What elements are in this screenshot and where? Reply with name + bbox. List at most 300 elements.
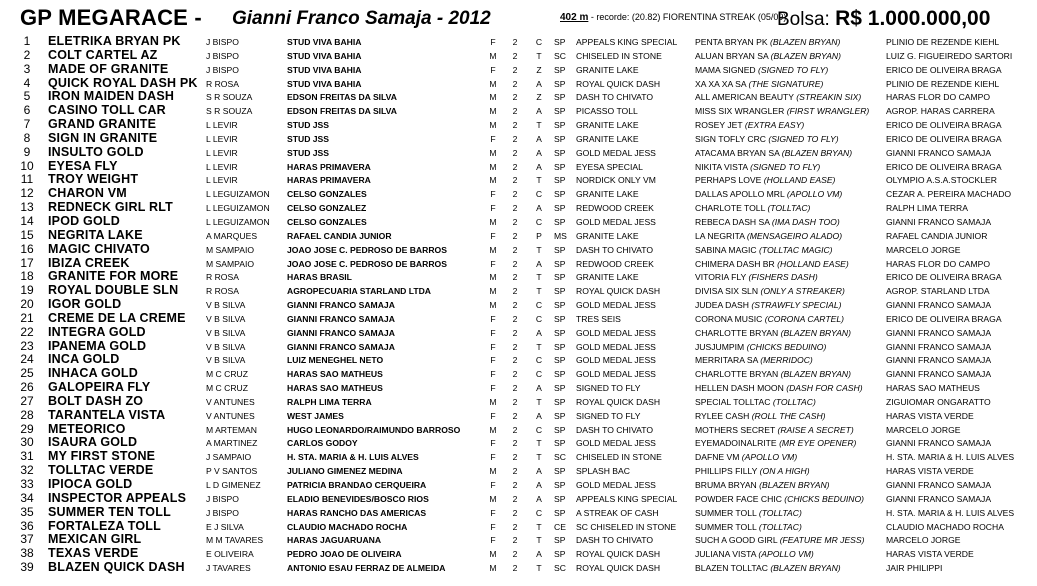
dam-name: JUDEA DASH [695,300,749,311]
horse-sex: M [489,106,497,117]
table-row [0,62,1037,76]
horse-age: 2 [512,189,518,200]
jockey-name: J BISPO [206,50,239,61]
horse-sex: M [489,466,497,477]
horse-age: 2 [512,175,518,186]
breeder-name: GIANNI FRANCO SAMAJA [886,327,992,338]
dam-name: SUMMER TOLL [695,507,757,518]
entry-number: 2 [23,47,31,62]
jockey-name: V B SILVA [206,313,246,324]
horse-name: MY FIRST STONE [48,449,156,464]
owner-name: PATRICIA BRANDAO CERQUEIRA [287,480,427,490]
jockey-name: V ANTUNES [206,396,255,407]
owner-name: STUD JSS [287,120,330,131]
horse-origin: SP [554,258,566,269]
horse-age: 2 [512,64,518,75]
dam-name: LA NEGRITA [695,230,745,241]
jockey-name: L LEGUIZAMON [206,203,270,214]
horse-origin: SP [554,64,566,75]
jockey-name: L LEGUIZAMON [206,216,270,227]
dam-sire-name: (BLAZEN BRYAN) [770,563,841,574]
horse-origin: SP [554,327,566,338]
dam-name: HELLEN DASH MOON [695,383,784,394]
dam-name: JULIANA VISTA [695,549,756,560]
horse-sex: M [489,549,497,560]
breeder-name: ERICO DE OLIVEIRA BRAGA [886,161,1002,172]
page-header [0,0,1037,34]
horse-coat: T [536,438,542,449]
breeder-name: RAFAEL CANDIA JUNIOR [886,230,988,241]
dam-name: ALUAN BRYAN SA [695,50,769,61]
horse-sex: F [490,37,496,47]
dam-name: DALLAS APOLLO MRL [695,189,785,200]
entry-number: 26 [20,380,34,395]
horse-origin: SP [554,300,566,311]
dam-name: SUCH A GOOD GIRL [695,535,778,546]
jockey-name: E OLIVEIRA [206,549,254,560]
horse-origin: SP [554,410,566,421]
horse-origin: SP [554,244,566,255]
entry-number: 31 [20,449,34,464]
dam-sire-name: (ROLL THE CASH) [751,410,826,421]
table-row [0,89,1037,103]
breeder-name: PLINIO DE REZENDE KIEHL [886,37,1000,47]
breeder-name: HARAS VISTA VERDE [886,410,974,421]
table-row [0,408,1037,422]
horse-name: IPIOCA GOLD [48,477,133,491]
jockey-name: V B SILVA [206,300,246,311]
horse-name: MADE OF GRANITE [48,61,169,76]
horse-sex: M [489,493,497,504]
dam-name: CHIMERA DASH BR [695,258,775,269]
jockey-name: L D GIMENEZ [206,480,261,490]
breeder-name: GIANNI FRANCO SAMAJA [886,480,992,490]
horse-name: ISAURA GOLD [48,435,138,450]
horse-name: SIGN IN GRANITE [48,130,158,145]
table-row [0,394,1037,408]
table-row [0,546,1037,560]
dam-name: CHARLOTTE BRYAN [695,369,779,380]
horse-coat: A [536,203,542,214]
horse-age: 2 [512,424,518,435]
table-row [0,519,1037,533]
table-row [0,311,1037,325]
dam-sire-name: (MERRIDOC) [760,355,813,366]
horse-origin: SP [554,203,566,214]
entry-number: 27 [20,393,34,408]
owner-name: HUGO LEONARDO/RAIMUNDO BARROSO [287,424,461,435]
breeder-name: ZIGUIOMAR ONGARATTO [886,396,991,407]
dam-sire-name: (STRAWFLY SPECIAL) [751,300,842,311]
breeder-name: ERICO DE OLIVEIRA BRAGA [886,272,1002,283]
entry-number: 4 [23,75,31,90]
jockey-name: J TAVARES [206,563,251,574]
horse-coat: C [535,507,543,518]
entry-number: 7 [23,117,31,132]
owner-name: HARAS RANCHO DAS AMERICAS [287,507,427,518]
sire-name: DASH TO CHIVATO [576,424,654,435]
dam-name: NIKITA VISTA [695,161,748,172]
dam-name: ROSEY JET [695,120,743,131]
entry-number: 21 [20,310,34,325]
horse-name: INSULTO GOLD [48,144,144,159]
horse-sex: M [489,175,497,186]
horse-name: METEORICO [48,421,126,436]
owner-name: RALPH LIMA TERRA [287,396,372,407]
sire-name: GRANITE LAKE [576,120,639,131]
purse-label: Bolsa: [777,9,836,30]
dam-name: RYLEE CASH [695,410,750,421]
horse-coat: A [536,466,542,477]
jockey-name: V B SILVA [206,341,246,352]
jockey-name: R ROSA [206,272,239,283]
horse-coat: T [536,120,542,131]
dam-name: BRUMA BRYAN [695,480,757,490]
breeder-name: ERICO DE OLIVEIRA BRAGA [886,133,1002,144]
breeder-name: ERICO DE OLIVEIRA BRAGA [886,120,1002,131]
table-row [0,435,1037,449]
breeder-name: ERICO DE OLIVEIRA BRAGA [886,64,1002,75]
jockey-name: L LEVIR [206,120,238,131]
dam-name: BLAZEN TOLLTAC [695,563,768,574]
horse-name: GRAND GRANITE [48,117,157,132]
breeder-name: CLAUDIO MACHADO ROCHA [886,521,1004,532]
jockey-name: J BISPO [206,64,239,75]
dam-name: MERRITARA SA [695,355,758,366]
horse-origin: SP [554,120,566,131]
horse-age: 2 [512,230,518,241]
horse-sex: F [490,410,496,421]
horse-name: TOLLTAC VERDE [48,463,154,478]
owner-name: HARAS PRIMAVERA [287,175,371,186]
owner-name: ANTONIO ESAU FERRAZ DE ALMEIDA [287,563,446,574]
horse-sex: M [489,92,497,103]
entry-number: 11 [20,172,34,187]
jockey-name: V ANTUNES [206,410,255,421]
table-row [0,505,1037,519]
horse-coat: T [536,535,542,546]
table-row [0,269,1037,283]
horse-coat: A [536,327,542,338]
horse-age: 2 [512,507,518,518]
horse-sex: F [490,383,496,394]
breeder-name: GIANNI FRANCO SAMAJA [886,216,992,227]
horse-age: 2 [512,272,518,283]
breeder-name: H. STA. MARIA & H. LUIS ALVES [886,507,1015,518]
entry-number: 3 [23,61,31,76]
owner-name: STUD JSS [287,133,330,144]
dam-name: POWDER FACE CHIC [695,493,782,504]
horse-name: ELETRIKA BRYAN PK [48,34,181,48]
owner-name: RAFAEL CANDIA JUNIOR [287,230,392,241]
jockey-name: J BISPO [206,37,239,47]
sire-name: SPLASH BAC [576,466,630,477]
jockey-name: P V SANTOS [206,466,258,477]
sire-name: ROYAL QUICK DASH [576,549,661,560]
race-distance-record [560,12,786,23]
horse-name: IGOR GOLD [48,297,122,312]
dam-name: PERHAPS LOVE [695,175,762,186]
dam-sire-name: (CORONA CARTEL) [764,313,844,324]
horse-sex: F [490,64,496,75]
table-row [0,339,1037,353]
owner-name: JOAO JOSE C. PEDROSO DE BARROS [287,244,447,255]
horse-name: BLAZEN QUICK DASH [48,560,185,575]
breeder-name: HARAS FLOR DO CAMPO [886,258,991,269]
horse-age: 2 [512,147,518,158]
horse-name: INSPECTOR APPEALS [48,490,187,505]
horse-origin: SP [554,106,566,117]
horse-name: MEXICAN GIRL [48,532,142,547]
dam-sire-name: (RAISE A SECRET) [777,424,854,435]
sire-name: SC CHISELED IN STONE [576,521,677,532]
horse-name: IPOD GOLD [48,213,120,228]
dam-name: CHARLOTE TOLL [695,203,766,214]
entry-number: 10 [20,158,34,173]
sire-name: GOLD MEDAL JESS [576,369,656,380]
horse-age: 2 [512,313,518,324]
dam-sire-name: (DASH FOR CASH) [786,383,863,394]
owner-name: EDSON FREITAS DA SILVA [287,106,397,117]
horse-name: BOLT DASH ZO [48,393,144,408]
horse-sex: M [489,563,497,574]
dam-cell [695,561,883,575]
dam-name: VITORIA FLY [695,272,747,283]
owner-name: HARAS BRASIL [287,272,352,283]
horse-origin: SC [554,50,566,61]
horse-age: 2 [512,369,518,380]
horse-origin: SP [554,466,566,477]
owner-name: CLAUDIO MACHADO ROCHA [287,521,408,532]
dam-name: MAMA SIGNED [695,64,756,75]
sire-name: CHISELED IN STONE [576,452,662,463]
horse-age: 2 [512,216,518,227]
horse-coat: T [536,563,542,574]
sire-name: GOLD MEDAL JESS [576,355,656,366]
horse-sex: F [490,438,496,449]
dam-sire-name: (TOLLTAC) [758,507,802,518]
horse-coat: Z [536,92,542,103]
owner-name: CARLOS GODOY [287,438,358,449]
horse-age: 2 [512,37,518,47]
table-row [0,76,1037,90]
sire-name: ROYAL QUICK DASH [576,563,661,574]
entry-number: 22 [20,324,34,339]
breeder-name: AGROP. HARAS CARRERA [886,106,995,117]
horse-name: INTEGRA GOLD [48,324,146,339]
horse-age: 2 [512,563,518,574]
owner-name: HARAS PRIMAVERA [287,161,371,172]
dam-name: CHARLOTTE BRYAN [695,327,779,338]
table-row [0,283,1037,297]
dam-sire-name: (HOLLAND EASE) [777,258,849,269]
horse-origin: SP [554,147,566,158]
horse-origin: CE [554,521,566,532]
table-row [0,532,1037,546]
sire-name: GOLD MEDAL JESS [576,480,656,490]
horse-age: 2 [512,466,518,477]
jockey-name: R ROSA [206,78,239,89]
sire-name: GOLD MEDAL JESS [576,327,656,338]
sire-name: GOLD MEDAL JESS [576,341,656,352]
jockey-name: J BISPO [206,507,239,518]
horse-name: EYESA FLY [48,158,118,173]
jockey-name: M C CRUZ [206,383,249,394]
sire-name: GRANITE LAKE [576,189,639,200]
entry-number: 18 [20,269,34,284]
horse-age: 2 [512,341,518,352]
horse-sex: F [490,203,496,214]
breeder-name: MARCELO JORGE [886,244,961,255]
sire-name: ROYAL QUICK DASH [576,78,661,89]
breeder-name: GIANNI FRANCO SAMAJA [886,438,992,449]
horse-age: 2 [512,286,518,297]
page-title: GP MEGARACE - [20,5,202,30]
horse-origin: SP [554,355,566,366]
jockey-name: A MARTINEZ [206,438,258,449]
dam-sire-name: (BLAZEN BRYAN) [781,147,853,158]
dam-sire-name: (BLAZEN BRYAN) [769,37,841,47]
horse-origin: MS [554,230,567,241]
horse-age: 2 [512,133,518,144]
horse-origin: SP [554,272,566,283]
horse-name: INCA GOLD [48,352,120,367]
horse-age: 2 [512,410,518,421]
jockey-name: J SAMPAIO [206,452,252,463]
dam-name: CORONA MUSIC [695,313,763,324]
horse-sex: M [489,396,497,407]
horse-origin: SC [554,563,566,574]
horse-name: IRON MAIDEN DASH [48,89,175,104]
entry-number: 36 [20,518,34,533]
entry-number: 6 [23,103,31,118]
table-row [0,34,1037,48]
horse-coat: T [536,175,542,186]
table-row [0,186,1037,200]
horse-origin: SP [554,189,566,200]
horse-coat: C [535,313,543,324]
horse-origin: SP [554,480,566,490]
breeder-name: GIANNI FRANCO SAMAJA [886,147,992,158]
dam-sire-name: (FIRST WRANGLER) [786,106,870,117]
breeder-name: GIANNI FRANCO SAMAJA [886,300,992,311]
horse-origin: SP [554,133,566,144]
horse-origin: SP [554,507,566,518]
owner-name: HARAS SAO MATHEUS [287,383,383,394]
entry-number: 33 [20,477,34,491]
jockey-name: M C CRUZ [206,369,249,380]
sire-name: GRANITE LAKE [576,272,639,283]
horse-age: 2 [512,300,518,311]
horse-origin: SP [554,549,566,560]
horse-origin: SP [554,92,566,103]
breeder-name: CEZAR A. PEREIRA MACHADO [886,189,1012,200]
owner-name: WEST JAMES [287,410,344,421]
dam-sire-name: (APOLLO VM) [786,189,843,200]
owner-name: STUD VIVA BAHIA [287,78,362,89]
sire-name: CHISELED IN STONE [576,50,662,61]
breeder-name: MARCELO JORGE [886,535,961,546]
dam-sire-name: (TOLLTAC) [758,521,802,532]
sire-name: GRANITE LAKE [576,133,639,144]
horse-coat: C [535,355,543,366]
horse-sex: F [490,355,496,366]
entry-number: 17 [20,255,34,270]
sire-name: ROYAL QUICK DASH [576,286,661,297]
horse-sex: F [490,230,496,241]
table-row [0,200,1037,214]
dam-sire-name: (HOLLAND EASE) [763,175,836,186]
dam-name: JUSJUMPIM [695,341,745,352]
table-row [0,159,1037,173]
table-row [0,463,1037,477]
dam-sire-name: (MR EYE OPENER) [779,438,857,449]
sire-name: GOLD MEDAL JESS [576,147,656,158]
sire-name: REDWOOD CREEK [576,258,654,269]
horse-sex: F [490,133,496,144]
dam-sire-name: (BLAZEN BRYAN) [770,50,841,61]
breeder-name: MARCELO JORGE [886,424,961,435]
horse-coat: C [535,300,543,311]
horse-sex: F [490,507,496,518]
dam-name: EYEMADOINALRITE [695,438,777,449]
sire-name: PICASSO TOLL [576,106,638,117]
table-row [0,228,1037,242]
horse-age: 2 [512,480,518,490]
jockey-name: L LEVIR [206,175,238,186]
entry-number: 12 [20,186,34,201]
horse-name: MAGIC CHIVATO [48,241,150,256]
dam-sire-name: (CHICKS BEDUINO) [784,493,865,504]
dam-sire-name: (EXTRA EASY) [744,120,805,131]
horse-coat: T [536,396,542,407]
entry-number: 19 [20,283,34,298]
dam-sire-name: (ON A HIGH) [759,466,810,477]
breeder-name: H. STA. MARIA & H. LUIS ALVES [886,452,1015,463]
table-row [0,366,1037,380]
horse-name: INHACA GOLD [48,366,138,381]
horse-sex: M [489,120,497,131]
owner-name: GIANNI FRANCO SAMAJA [287,300,395,311]
dam-sire-name: (ONLY A STREAKER) [760,286,845,297]
horse-origin: SP [554,369,566,380]
horse-coat: C [535,424,543,435]
horse-coat: T [536,341,542,352]
horse-coat: A [536,258,542,269]
horse-coat: A [536,78,542,89]
breeder-name: HARAS FLOR DO CAMPO [886,92,991,103]
dam-name: MISS SIX WRANGLER [695,106,785,117]
horse-age: 2 [512,383,518,394]
table-row [0,145,1037,159]
entry-number: 28 [20,407,34,422]
table-row [0,214,1037,228]
jockey-name: V B SILVA [206,327,246,338]
jockey-name: M ARTEMAN [206,424,257,435]
horse-coat: A [536,147,542,158]
table-row [0,117,1037,131]
entry-number: 25 [20,366,34,381]
horse-name: IPANEMA GOLD [48,338,147,353]
horse-sex: F [490,341,496,352]
entry-number: 1 [23,34,31,48]
sire-name: REDWOOD CREEK [576,203,654,214]
horse-origin: SP [554,37,566,47]
entry-number: 38 [20,546,34,561]
horse-origin: SP [554,438,566,449]
horse-name: GRANITE FOR MORE [48,269,179,284]
breeder-name: PLINIO DE REZENDE KIEHL [886,78,1000,89]
